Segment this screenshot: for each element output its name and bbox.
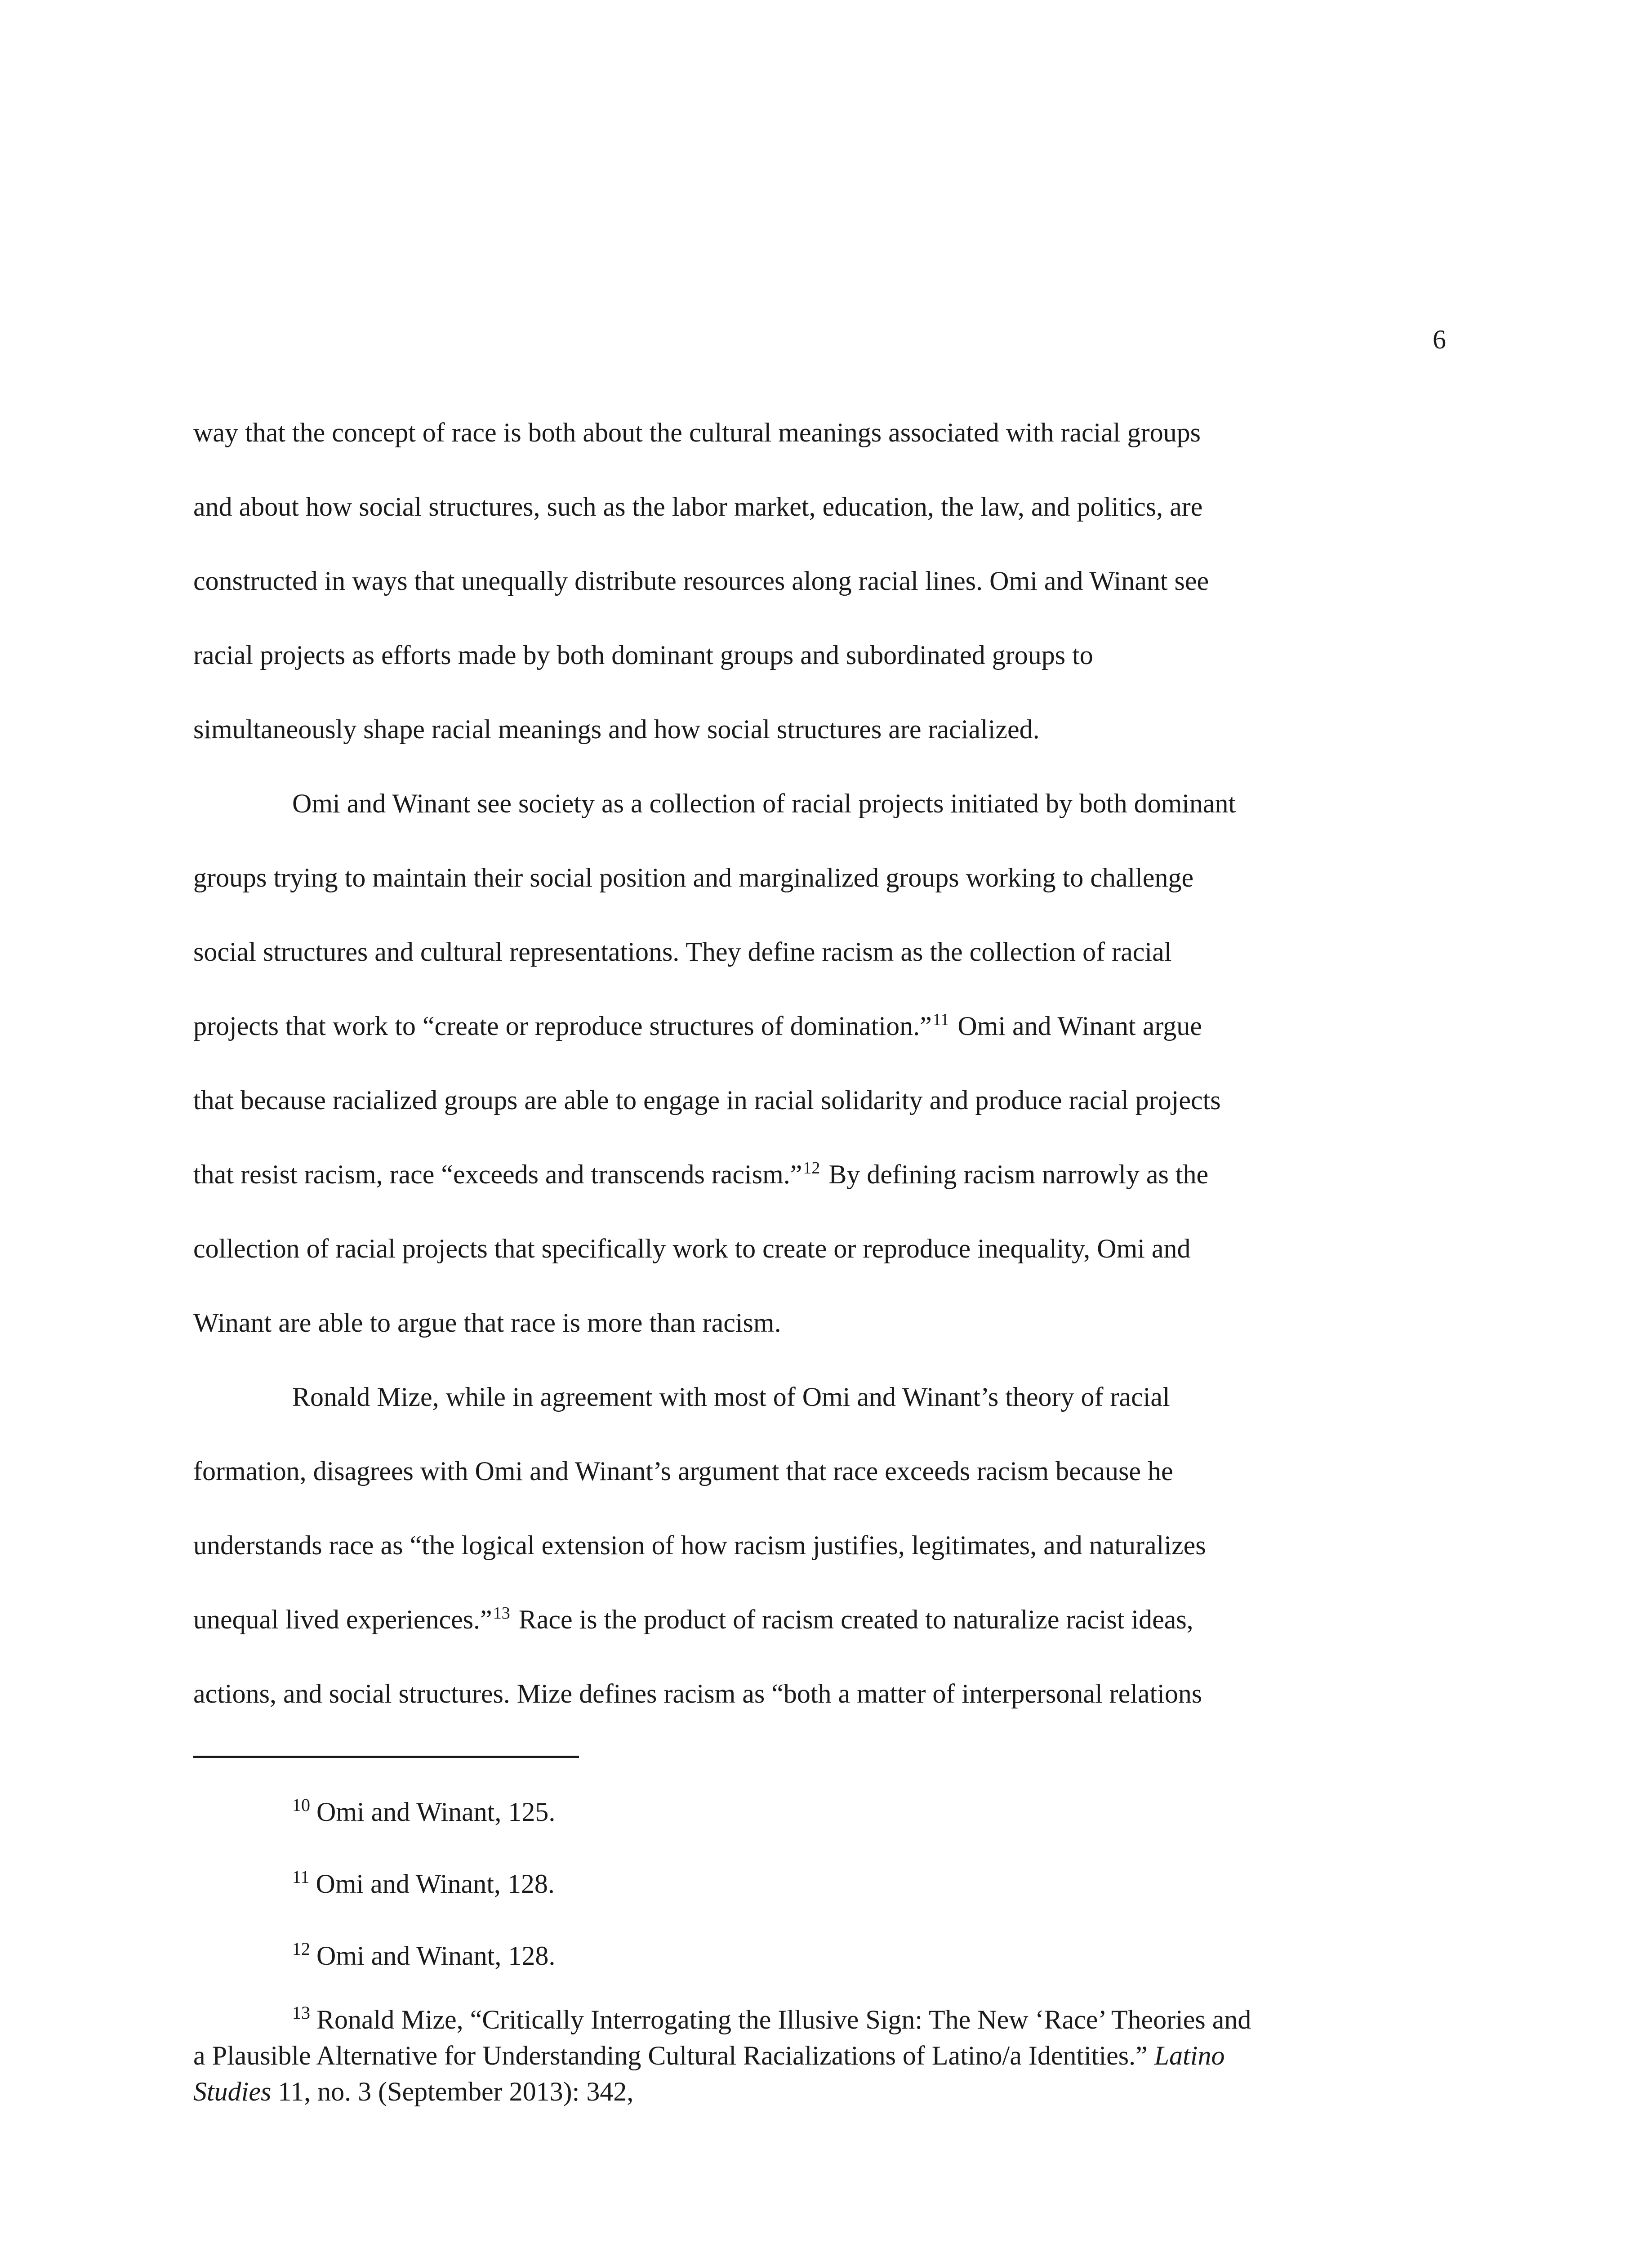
body-line: and about how social structures, such as the labor market, education, the law, and politics, are	[193, 492, 1203, 522]
body-text-segment: projects that work to “create or reproduce structures of domination.”	[193, 1011, 932, 1041]
body-line: actions, and social structures. Mize defines racism as “both a matter of interpersonal relations	[193, 1679, 1202, 1708]
footnote-reference[interactable]: 13	[493, 1604, 510, 1623]
footnote	[193, 1920, 1474, 1992]
body-line: social structures and cultural representations. They define racism as the collection of racial	[193, 937, 1172, 967]
body-line: that because racialized groups are able to engage in racial solidarity and produce racial projects	[193, 1085, 1221, 1115]
footnote-separator	[193, 1756, 579, 1758]
body-line	[193, 989, 1443, 1063]
body-line: collection of racial projects that specifically work to create or reproduce inequality, Omi and	[193, 1234, 1191, 1263]
body-line: understands race as “the logical extension of how racism justifies, legitimates, and naturalizes	[193, 1530, 1206, 1560]
footnote-number: 11	[292, 1867, 310, 1887]
footnote-reference[interactable]: 12	[803, 1159, 820, 1178]
footnote-text: Omi and Winant, 128.	[316, 1869, 555, 1899]
footnote	[193, 2002, 1474, 2110]
footnote-line	[193, 2002, 1474, 2038]
body-text-segment: Race is the product of racism created to naturalize racist ideas,	[512, 1605, 1193, 1634]
body-line	[193, 1583, 1443, 1657]
footnote-text: a Plausible Alternative for Understanding Cultural Racializations of Latino/a Identities.”	[193, 2041, 1154, 2070]
page-number: 6	[1433, 325, 1446, 354]
footnote-number: 10	[292, 1795, 310, 1815]
body-text-segment: that resist racism, race “exceeds and transcends racism.”	[193, 1160, 802, 1189]
journal-title: Studies	[193, 2077, 272, 2106]
body-line: racial projects as efforts made by both dominant groups and subordinated groups to	[193, 640, 1093, 670]
footnote	[193, 1848, 1474, 1920]
footnote-text: Ronald Mize, “Critically Interrogating the Illusive Sign: The New ‘Race’ Theories and	[316, 2005, 1251, 2034]
body-line: simultaneously shape racial meanings and how social structures are racialized.	[193, 714, 1040, 744]
footnote-text: Omi and Winant, 128.	[316, 1941, 556, 1971]
footnote-number: 13	[292, 2003, 310, 2023]
body-line: way that the concept of race is both about the cultural meanings associated with racial groups	[193, 418, 1201, 447]
footnote-text: 11, no. 3 (September 2013): 342,	[271, 2077, 634, 2106]
footnote	[193, 1776, 1474, 1848]
body-line: Ronald Mize, while in agreement with most of Omi and Winant’s theory of racial	[292, 1382, 1170, 1412]
body-line: groups trying to maintain their social position and marginalized groups working to challenge	[193, 863, 1194, 892]
footnotes	[193, 1776, 1474, 2110]
footnote-text: Omi and Winant, 125.	[316, 1797, 556, 1827]
body-text-segment: Omi and Winant argue	[951, 1011, 1202, 1041]
footnote-number: 12	[292, 1939, 310, 1959]
body-line: Winant are able to argue that race is more than racism.	[193, 1308, 781, 1338]
body-line: formation, disagrees with Omi and Winant’s argument that race exceeds racism because he	[193, 1456, 1173, 1486]
footnote-line	[193, 2074, 1474, 2110]
body-text	[193, 396, 1443, 1731]
footnote-reference[interactable]: 11	[932, 1010, 949, 1029]
body-text-segment: By defining racism narrowly as the	[822, 1160, 1209, 1189]
footnote-line	[193, 2038, 1474, 2074]
body-text-segment: unequal lived experiences.”	[193, 1605, 492, 1634]
journal-title: Latino	[1154, 2041, 1225, 2070]
body-line: Omi and Winant see society as a collection of racial projects initiated by both dominant	[292, 789, 1236, 818]
body-line: constructed in ways that unequally distribute resources along racial lines. Omi and Winant see	[193, 566, 1209, 596]
body-line	[193, 1137, 1443, 1212]
